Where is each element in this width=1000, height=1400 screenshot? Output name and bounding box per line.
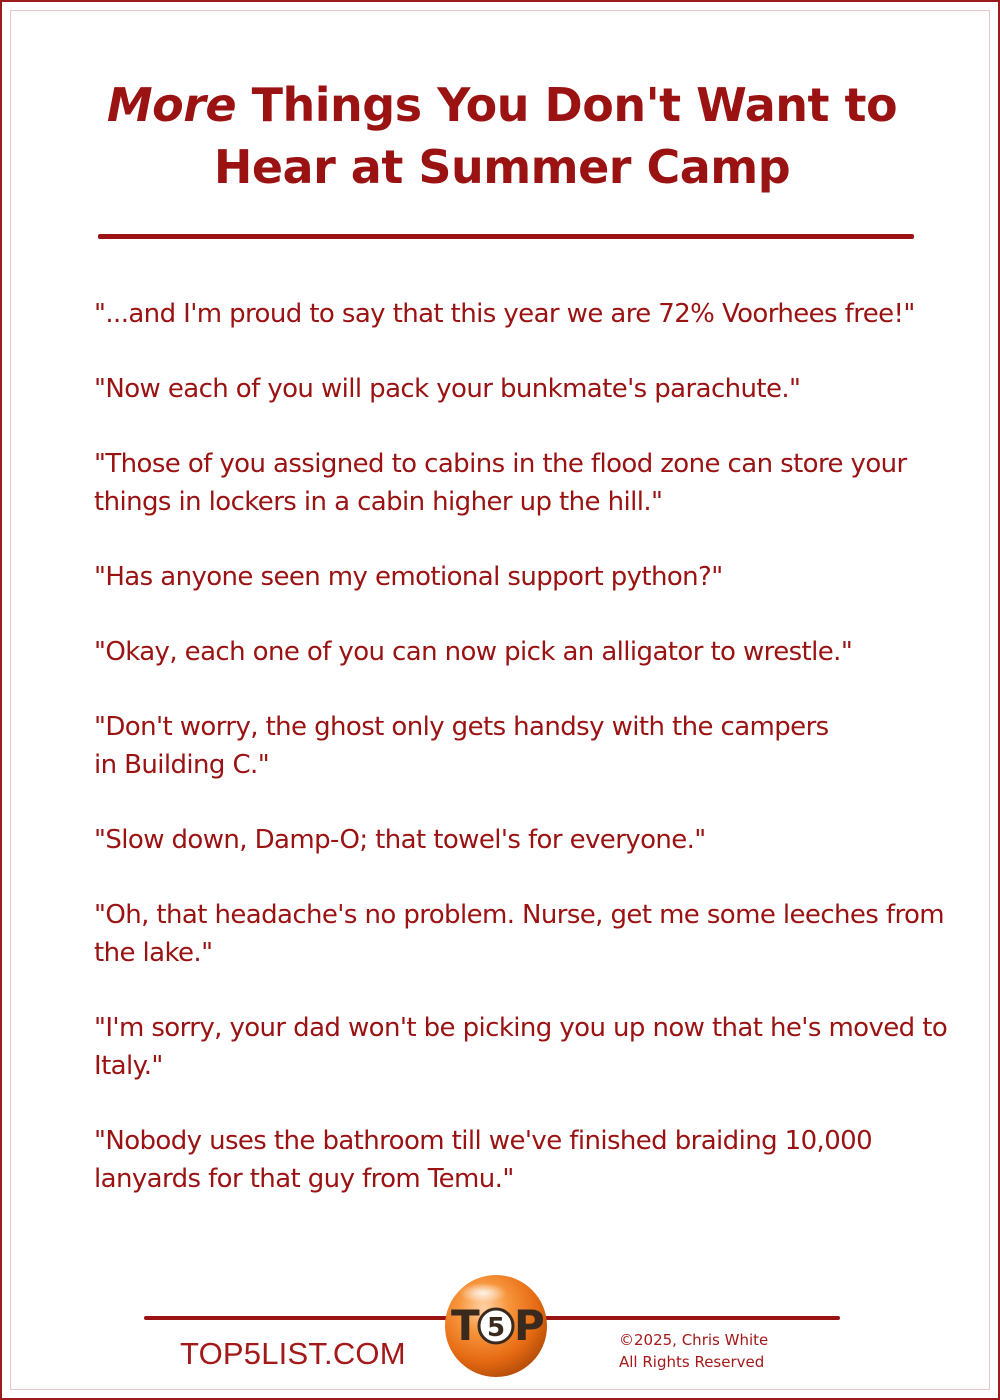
page-title bbox=[62, 74, 942, 198]
title-rest: Things You Don't Want to Hear at Summer Camp bbox=[213, 78, 898, 194]
copyright-line: ©2025, Chris White bbox=[619, 1331, 769, 1349]
list-item: "Those of you assigned to cabins in the flood zone can store your things in lockers in a cabin higher up the hill." bbox=[94, 449, 907, 517]
list-item: "Now each of you will pack your bunkmate's parachute." bbox=[94, 374, 801, 404]
list-item: "Has anyone seen my emotional support python?" bbox=[94, 562, 723, 592]
site-name: TOP5LIST.COM bbox=[180, 1336, 406, 1371]
list-item: "I'm sorry, your dad won't be picking you up now that he's moved to Italy." bbox=[94, 1013, 948, 1081]
logo-letter-right: P bbox=[514, 1301, 545, 1350]
list-item: "Slow down, Damp-O; that towel's for everyone." bbox=[94, 825, 706, 855]
quote-list bbox=[94, 295, 974, 1235]
title-emphasis: More bbox=[106, 78, 237, 132]
list-item: "Don't worry, the ghost only gets handsy with the campers in Building C." bbox=[94, 712, 829, 780]
logo-letter-center: 5 bbox=[486, 1313, 506, 1343]
list-item: "Oh, that headache's no problem. Nurse, get me some leeches from the lake." bbox=[94, 900, 945, 968]
top5-logo-icon bbox=[443, 1273, 549, 1379]
list-item: "...and I'm proud to say that this year we are 72% Voorhees free!" bbox=[94, 299, 915, 329]
logo-letter-left: T bbox=[451, 1301, 480, 1350]
list-item: "Nobody uses the bathroom till we've finished braiding 10,000 lanyards for that guy from Temu." bbox=[94, 1126, 873, 1194]
rights-line: All Rights Reserved bbox=[619, 1353, 765, 1371]
copyright-block bbox=[619, 1329, 768, 1373]
title-divider bbox=[98, 234, 914, 239]
list-item: "Okay, each one of you can now pick an alligator to wrestle." bbox=[94, 637, 853, 667]
